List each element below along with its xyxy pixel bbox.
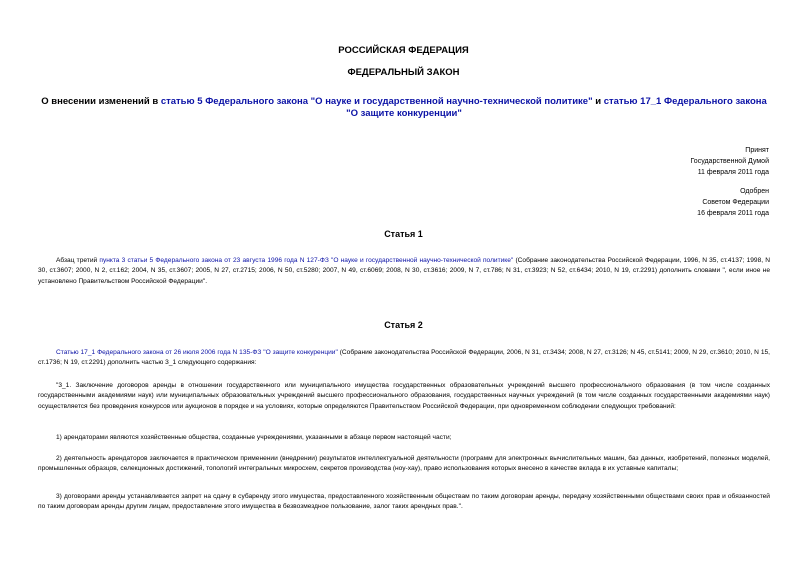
- law-type-heading: ФЕДЕРАЛЬНЫЙ ЗАКОН: [347, 67, 460, 78]
- title-mid: и: [592, 96, 604, 107]
- adoption-line1: Принят: [745, 147, 769, 154]
- country-heading: РОССИЙСКАЯ ФЕДЕРАЦИЯ: [338, 45, 469, 56]
- article2-para2: [38, 433, 770, 443]
- article1-link[interactable]: пункта 3 статьи 5 Федерального закона от 23 августа 1996 года N 127-ФЗ "О науке и государственной научно-технической политике": [99, 257, 514, 264]
- article2-para3: [38, 454, 770, 475]
- article2-intro: [38, 348, 770, 369]
- article2-para4: [38, 492, 770, 513]
- article2-heading: Статья 2: [384, 320, 423, 330]
- title-link-science-law[interactable]: статью 5 Федерального закона "О науке и государственной научно-технической политике": [160, 96, 593, 107]
- article2-para3-text: 2) деятельность арендаторов заключается в практическом применении (внедрении) результатов интеллектуальной деятельности (программ для электронных вычислительных машин, баз данных, изобретений, полезных моделей, промышленных образцов, селекционных достижений, топологий интегральных микросхем, секретов производства (ноу-хау), право использования которых внесено в качестве вклада в их уставные капиталы;: [38, 455, 770, 473]
- approval-block: [697, 186, 769, 219]
- article1-body: (Собрание законодательства Российской Федерации, 1996, N 35, ст.4137; 1998, N 30, ст.3607; 2000, N 2, ст.162; 2004, N 35, ст.3607; 2005, N 27, ст.2715; 2006, N 50, ст.5280; 2007, N 49, ст.6069; 2008, N 30, ст.3616; 2009, N 7, ст.786; N 31, ст.3923; N 52, ст.6434; 2010, N 19, ст.2291) дополнить словами ", если иное не установлено Правительством Российской Федерации".: [38, 257, 771, 285]
- article2-link[interactable]: Статью 17_1 Федерального закона от 26 июля 2006 года N 135-ФЗ "О защите конкуренции": [56, 349, 338, 356]
- article1-text: [38, 256, 770, 287]
- title-link-competition-law[interactable]: статью 17_1 Федерального закона "О защите конкуренции": [346, 96, 767, 119]
- adoption-block: [690, 145, 769, 178]
- article2-para1-text: "3_1. Заключение договоров аренды в отношении государственного или муниципального имущества государственных образовательных учреждений высшего профессионального образования (в том числе созданных государственными академиями наук) или муниципальных образовательных учреждений высшего профессионального образования, государственных научных учреждений (в том числе созданных государственными академиями наук) осуществляется без проведения конкурсов или аукционов в порядке и на условиях, которые определяются Правительством Российской Федерации, при одновременном соблюдении следующих требований:: [38, 382, 770, 410]
- adoption-line3: 11 февраля 2011 года: [697, 169, 769, 176]
- article1-prefix: Абзац третий: [56, 257, 100, 264]
- article2-para2-text: 1) арендаторами являются хозяйственные общества, созданные учреждениями, указанными в абзаце первом настоящей части;: [56, 434, 452, 441]
- article1-heading: Статья 1: [384, 229, 423, 239]
- article2-body: (Собрание законодательства Российской Федерации, 2006, N 31, ст.3434; 2008, N 27, ст.3126; N 45, ст.5141; 2009, N 29, ст.3610; 2010, N 15, ст.1736; N 19, ст.2291) дополнить частью 3_1 следующего содержания:: [38, 349, 770, 367]
- title-prefix: О внесении изменений в: [41, 96, 161, 107]
- article2-para4-text: 3) договорами аренды устанавливается запрет на сдачу в субаренду этого имущества, предоставленного хозяйственным обществам по таким договорам аренды, передачу хозяйственными обществами своих прав и обязанностей по таким договорам аренды другим лицам, предоставление этого имущества в безвозмездное пользование, залог таких арендных прав.".: [38, 493, 770, 511]
- article2-para1: [38, 381, 770, 412]
- approval-line1: Одобрен: [740, 188, 769, 195]
- adoption-line2: Государственной Думой: [690, 158, 769, 165]
- approval-line2: Советом Федерации: [702, 199, 769, 206]
- law-title: [38, 96, 770, 120]
- approval-line3: 16 февраля 2011 года: [697, 210, 769, 217]
